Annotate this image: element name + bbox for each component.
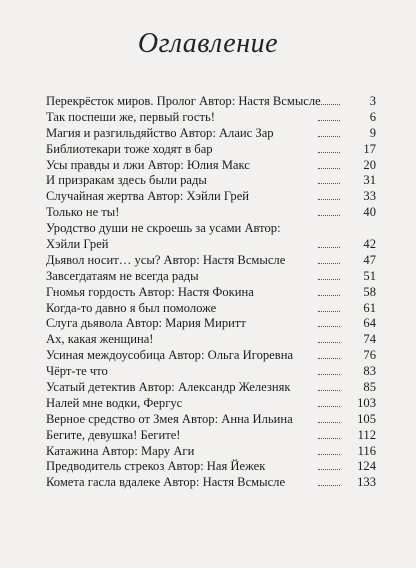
toc-entry-title: Гномья гордость Автор: Настя Фокина (46, 284, 254, 299)
dot-leader (318, 199, 340, 200)
toc-entry (46, 348, 376, 364)
toc-entry (46, 380, 376, 396)
dot-leader (318, 247, 340, 248)
dot-leader (318, 454, 340, 455)
dot-leader (318, 469, 340, 470)
toc-entry (46, 173, 376, 189)
toc-entry-title: Хэйли Грей (46, 237, 109, 252)
toc-entry-title: Уродство души не скроешь за усами Автор: (46, 221, 281, 236)
dot-leader (318, 326, 340, 327)
toc-entry-page: 33 (363, 189, 376, 204)
toc-entry (46, 364, 376, 380)
toc-entry (46, 221, 376, 237)
toc-entry-page: 112 (357, 427, 376, 442)
toc-entry (46, 142, 376, 158)
dot-leader (318, 311, 340, 312)
toc-entry (46, 459, 376, 475)
dot-leader (318, 374, 340, 375)
toc-entry-page: 3 (369, 94, 376, 108)
table-of-contents (46, 94, 376, 491)
toc-entry (46, 332, 376, 348)
toc-entry-title: Магия и разгильдяйство Автор: Алаис Зар (46, 125, 274, 140)
toc-entry-page: 47 (363, 252, 376, 267)
dot-leader (318, 342, 340, 343)
toc-entry-title: Завсегдатаям не всегда рады (46, 268, 199, 283)
toc-entry (46, 126, 376, 142)
toc-entry-title: Налей мне водки, Фергус (46, 395, 183, 410)
toc-entry-title: Перекрёсток миров. Пролог Автор: Настя Всмысле (46, 94, 321, 108)
toc-entry (46, 158, 376, 174)
dot-leader (318, 295, 340, 296)
toc-entry-page: 17 (363, 141, 376, 156)
toc-entry-title: Усы правды и лжи Автор: Юлия Макс (46, 157, 250, 172)
toc-entry-page: 76 (363, 348, 376, 363)
toc-entry-page: 40 (363, 205, 376, 220)
toc-entry (46, 269, 376, 285)
toc-entry-title: Библиотекари тоже ходят в бар (46, 141, 213, 156)
toc-entry-title: Слуга дьявола Автор: Мария Миритт (46, 316, 246, 331)
toc-entry-page: 133 (357, 475, 376, 490)
dot-leader (318, 390, 340, 391)
toc-entry-page: 103 (357, 395, 376, 410)
toc-entry-page: 51 (363, 268, 376, 283)
toc-entry-page: 64 (363, 316, 376, 331)
dot-leader (318, 104, 340, 105)
toc-entry-page: 116 (357, 443, 376, 458)
toc-entry-title: Верное средство от Змея Автор: Анна Ильина (46, 411, 293, 426)
toc-entry-page: 124 (357, 459, 376, 474)
toc-entry (46, 110, 376, 126)
dot-leader (318, 358, 340, 359)
toc-entry-page: 20 (363, 157, 376, 172)
toc-entry-page: 61 (363, 300, 376, 315)
toc-entry-title: Комета гасла вдалеке Автор: Настя Всмысле (46, 475, 286, 490)
toc-entry-page: 105 (357, 411, 376, 426)
toc-entry-page: 83 (363, 364, 376, 379)
toc-entry (46, 428, 376, 444)
toc-entry-title: Когда-то давно я был помоложе (46, 300, 217, 315)
toc-entry-title: Так поспеши же, первый гость! (46, 109, 215, 124)
toc-entry-page: 42 (363, 237, 376, 252)
toc-entry-title: И призракам здесь были рады (46, 173, 207, 188)
toc-entry (46, 316, 376, 332)
toc-entry (46, 301, 376, 317)
toc-entry (46, 444, 376, 460)
dot-leader (318, 168, 340, 169)
toc-entry (46, 237, 376, 253)
dot-leader (318, 422, 340, 423)
toc-entry-title: Только не ты! (46, 205, 120, 220)
dot-leader (318, 183, 340, 184)
dot-leader (318, 279, 340, 280)
toc-entry (46, 205, 376, 221)
dot-leader (318, 438, 340, 439)
toc-entry-title: Ах, какая женщина! (46, 332, 154, 347)
toc-entry-title: Случайная жертва Автор: Хэйли Грей (46, 189, 250, 204)
page-title: Оглавление (137, 28, 279, 59)
toc-entry (46, 475, 376, 491)
toc-entry-title: Дьявол носит… усы? Автор: Настя Всмысле (46, 252, 286, 267)
dot-leader (318, 152, 340, 153)
toc-entry-page: 9 (369, 125, 376, 140)
toc-entry-page: 6 (369, 109, 376, 124)
toc-entry-title: Усатый детектив Автор: Александр Железняк (46, 380, 291, 395)
dot-leader (318, 136, 340, 137)
toc-entry-title: Катажина Автор: Мару Аги (46, 443, 195, 458)
toc-entry-title: Предводитель стрекоз Автор: Ная Йежек (46, 459, 266, 474)
toc-entry-page: 58 (363, 284, 376, 299)
toc-entry (46, 285, 376, 301)
dot-leader (318, 263, 340, 264)
toc-entry (46, 94, 376, 110)
dot-leader (318, 120, 340, 121)
toc-entry-title: Бегите, девушка! Бегите! (46, 427, 181, 442)
toc-entry-page: 31 (363, 173, 376, 188)
toc-entry-page: 85 (363, 380, 376, 395)
dot-leader (318, 485, 340, 486)
toc-entry (46, 189, 376, 205)
dot-leader (318, 215, 340, 216)
toc-entry (46, 253, 376, 269)
toc-entry-title: Чёрт-те что (46, 364, 108, 379)
dot-leader (318, 406, 340, 407)
toc-entry-title: Усиная междоусобица Автор: Ольга Игоревна (46, 348, 294, 363)
toc-entry (46, 412, 376, 428)
toc-entry-page: 74 (363, 332, 376, 347)
toc-entry (46, 396, 376, 412)
